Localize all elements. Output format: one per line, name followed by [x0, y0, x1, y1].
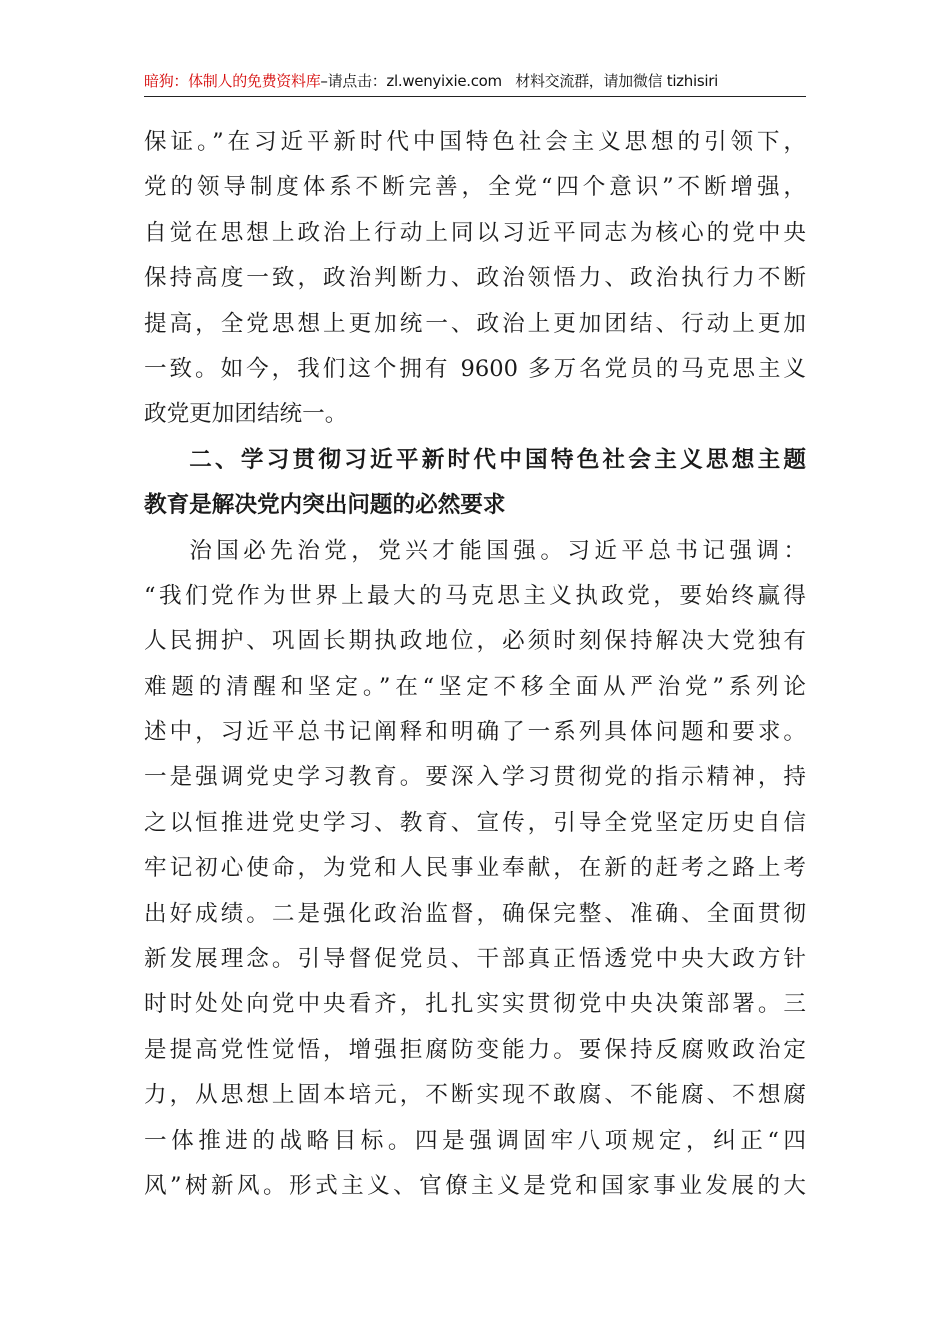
paragraph-line: 保持高度一致，政治判断力、政治领悟力、政治执行力不断: [144, 265, 806, 292]
paragraph-line: 自觉在思想上政治上行动上同以习近平同志为核心的党中央: [144, 219, 806, 246]
paragraph-line: 人民拥护、巩固长期执政地位，必须时刻保持解决大党独有: [144, 628, 806, 655]
heading-line: 二、学习贯彻习近平新时代中国特色社会主义思想主题: [189, 446, 806, 473]
paragraph-2: [144, 529, 806, 1210]
paragraph-line: 难题的清醒和坚定。”在“坚定不移全面从严治党”系列论: [144, 673, 806, 700]
paragraph-line: 提高，全党思想上更加统一、政治上更加团结、行动上更加: [144, 310, 806, 337]
page-header: [144, 66, 806, 97]
paragraph-line: 是提高党性觉悟，增强拒腐防变能力。要保持反腐败政治定: [144, 1036, 806, 1063]
paragraph-line: 时时处处向党中央看齐，扎扎实实贯彻党中央决策部署。三: [144, 991, 806, 1018]
heading-line: 教育是解决党内突出问题的必然要求: [144, 492, 506, 519]
paragraph-line: 出好成绩。二是强化政治监督，确保完整、准确、全面贯彻: [144, 900, 806, 927]
header-click-prompt: –请点击：: [320, 72, 387, 90]
paragraph-line: 一体推进的战略目标。四是强调固牢八项规定，纠正“四: [144, 1127, 806, 1154]
paragraph-line: 述中，习近平总书记阐释和明确了一系列具体问题和要求。: [144, 719, 806, 746]
paragraph-1: [144, 120, 806, 438]
paragraph-line: “我们党作为世界上最大的马克思主义执政党，要始终赢得: [144, 582, 806, 609]
section-heading: [144, 438, 806, 529]
paragraph-line: 保证。”在习近平新时代中国特色社会主义思想的引领下，: [144, 129, 806, 155]
paragraph-line: 政党更加团结统一。: [144, 401, 348, 428]
paragraph-line: 一致。如今，我们这个拥有 9600 多万名党员的马克思主义: [144, 355, 806, 382]
paragraph-line: 风”树新风。形式主义、官僚主义是党和国家事业发展的大: [144, 1172, 806, 1199]
paragraph-line: 之以恒推进党史学习、教育、宣传，引导全党坚定历史自信: [144, 809, 806, 836]
paragraph-line: 一是强调党史学习教育。要深入学习贯彻党的指示精神，持: [144, 764, 806, 791]
paragraph-line: 治国必先治党，党兴才能国强。习近平总书记强调：: [189, 537, 806, 564]
header-site-name: 暗狗：体制人的免费资料库: [144, 72, 321, 90]
header-wechat-group: 材料交流群，请加微信 tizhisiri: [515, 72, 718, 90]
paragraph-line: 党的领导制度体系不断完善，全党“四个意识”不断增强，: [144, 174, 806, 201]
header-url-link[interactable]: zl.wenyixie.com: [386, 72, 502, 90]
document-body: [144, 120, 806, 1209]
paragraph-line: 新发展理念。引导督促党员、干部真正悟透党中央大政方针: [144, 946, 806, 973]
paragraph-line: 牢记初心使命，为党和人民事业奉献，在新的赶考之路上考: [144, 855, 806, 882]
paragraph-line: 力，从思想上固本培元，不断实现不敢腐、不能腐、不想腐: [144, 1082, 806, 1109]
